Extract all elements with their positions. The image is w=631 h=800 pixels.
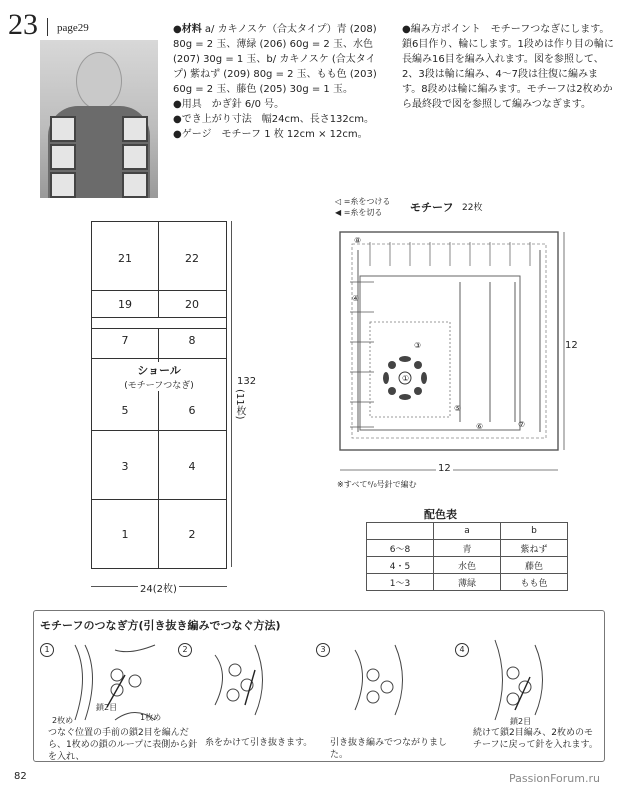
motif-label: 6 xyxy=(188,404,196,417)
motif-chart xyxy=(330,222,570,482)
row-mark: ⑤ xyxy=(454,404,462,413)
motif-label: 21 xyxy=(118,252,132,265)
step-1 xyxy=(40,637,54,657)
shawl-title: ショール xyxy=(137,364,181,377)
color-table xyxy=(366,522,568,591)
photo-head xyxy=(76,52,122,110)
photo-motif xyxy=(122,144,148,170)
table-cell: 1〜3 xyxy=(367,574,434,591)
table-cell: 青 xyxy=(434,540,501,557)
motif-label: 4 xyxy=(188,460,196,473)
step-number: 1 xyxy=(40,643,54,657)
motif-label: 2 xyxy=(188,528,196,541)
grid-line xyxy=(92,499,226,500)
motif-dim-bottom: 12 xyxy=(438,463,451,474)
table-cell: 水色 xyxy=(434,557,501,574)
gauge-text: ●ゲージ モチーフ 1 枚 12cm × 12cm。 xyxy=(173,129,368,140)
center-line xyxy=(158,222,159,568)
photo-motif xyxy=(50,144,76,170)
model-photo xyxy=(40,40,158,198)
legend-attach: ◁ =糸をつける xyxy=(335,197,391,206)
header-divider xyxy=(47,18,48,36)
shawl-subtitle: (モチーフつなぎ) xyxy=(124,381,194,391)
step-1-text: つなぐ位置の手前の鎖2目を編んだら、1枚めの鎖のループに表側から針を入れ、 xyxy=(48,728,198,762)
table-cell: もも色 xyxy=(501,574,568,591)
knitting-points: ●編み方ポイント モチーフつなぎにします。鎖6目作り、輪にします。1段めは作り目の輪に長編み16目を編み入れます。図を参照して、2、3段は輪に編み、4〜7段は往復に編みます。8段めは輪に編みます。モチーフは2枚めから最終段で図を参照して編みつなぎます。 xyxy=(402,24,614,110)
pattern-number: 23 xyxy=(8,8,38,41)
label-first-motif: 1枚め xyxy=(140,713,162,722)
grid-line xyxy=(92,430,226,431)
photo-motif xyxy=(50,172,76,198)
size-text: ●でき上がり寸法 幅24cm、長さ132cm。 xyxy=(173,114,375,125)
label-chain2-step4: 鎖2目 xyxy=(510,717,532,726)
legend-cut: ◀ =糸を切る xyxy=(335,208,383,217)
color-table-title: 配色表 xyxy=(424,508,457,521)
watermark: PassionForum.ru xyxy=(509,772,600,785)
shawl-height: 132 xyxy=(237,376,257,387)
row-mark: ⑦ xyxy=(518,420,526,429)
motif-label: 22 xyxy=(185,252,199,265)
step-4-text: 続けて鎖2目編み、2枚めのモチーフに戻って針を入れます。 xyxy=(473,728,598,750)
grid-line xyxy=(92,358,226,359)
step-2-text: 糸をかけて引き抜きます。 xyxy=(205,738,313,748)
materials-title: ●材料 xyxy=(173,24,202,35)
photo-motif xyxy=(122,116,148,142)
table-header-cell: b xyxy=(501,523,568,540)
photo-motif xyxy=(122,172,148,198)
table-cell: 紫ねず xyxy=(501,540,568,557)
motif-label: 1 xyxy=(121,528,129,541)
table-row xyxy=(367,540,568,557)
motif-label: 19 xyxy=(118,298,132,311)
motif-count: 22枚 xyxy=(462,203,483,213)
motif-label: 3 xyxy=(121,460,129,473)
step-number: 2 xyxy=(178,643,192,657)
tools-text: ●用具 かぎ針 6/0 号。 xyxy=(173,99,285,110)
step-3-text: 引き抜き編みでつながりました。 xyxy=(330,738,448,760)
motif-title: モチーフ xyxy=(410,201,454,214)
table-cell: 4・5 xyxy=(367,557,434,574)
motif-note: ※すべて⁶/₀号針で編む xyxy=(337,480,417,489)
materials-text: a/ カキノスケ（合太タイプ）青 (208) 80g = 2 玉、薄緑 (206) 60g = 2 玉、水色 (207) 30g = 1 玉、b/ カキノスケ (合太タイプ) 紫ねず (209) 80g = 2 玉、もも色 (203) 60g = 2 玉、藤色 (205) 30g = 1 玉。 xyxy=(173,24,377,95)
shawl-height-count: (11枚) xyxy=(234,389,245,420)
motif-dim-side: 12 xyxy=(565,340,578,351)
row-mark: ⑧ xyxy=(354,236,362,245)
page-reference: page29 xyxy=(57,22,89,34)
label-chain2: 鎖2目 xyxy=(96,703,118,712)
table-row xyxy=(367,557,568,574)
step-number: 3 xyxy=(316,643,330,657)
table-cell: 6〜8 xyxy=(367,540,434,557)
photo-motif xyxy=(50,116,76,142)
row-mark: ③ xyxy=(414,341,422,350)
table-row xyxy=(367,574,568,591)
table-cell: 薄緑 xyxy=(434,574,501,591)
break-mark xyxy=(92,317,226,329)
row-mark: ⑥ xyxy=(476,422,484,431)
row-mark: ④ xyxy=(352,294,360,303)
table-header-cell xyxy=(367,523,434,540)
motif-label: 7 xyxy=(121,334,129,347)
row-mark: ① xyxy=(402,374,410,383)
shawl-width: 24(2枚) xyxy=(138,580,179,595)
motif-label: 5 xyxy=(121,404,129,417)
joining-illustrations xyxy=(55,635,595,727)
label-second-motif: 2枚め xyxy=(52,716,74,725)
shawl-diagram xyxy=(91,221,227,569)
motif-label: 20 xyxy=(185,298,199,311)
page-number: 82 xyxy=(14,771,27,782)
step-number: 4 xyxy=(455,643,469,657)
grid-line xyxy=(92,290,226,291)
table-header-row xyxy=(367,523,568,540)
materials-block xyxy=(173,22,378,142)
motif-label: 8 xyxy=(188,334,196,347)
joining-title: モチーフのつなぎ方(引き抜き編みでつなぐ方法) xyxy=(40,619,281,632)
shawl-title-box xyxy=(92,362,226,391)
table-header-cell: a xyxy=(434,523,501,540)
table-cell: 藤色 xyxy=(501,557,568,574)
